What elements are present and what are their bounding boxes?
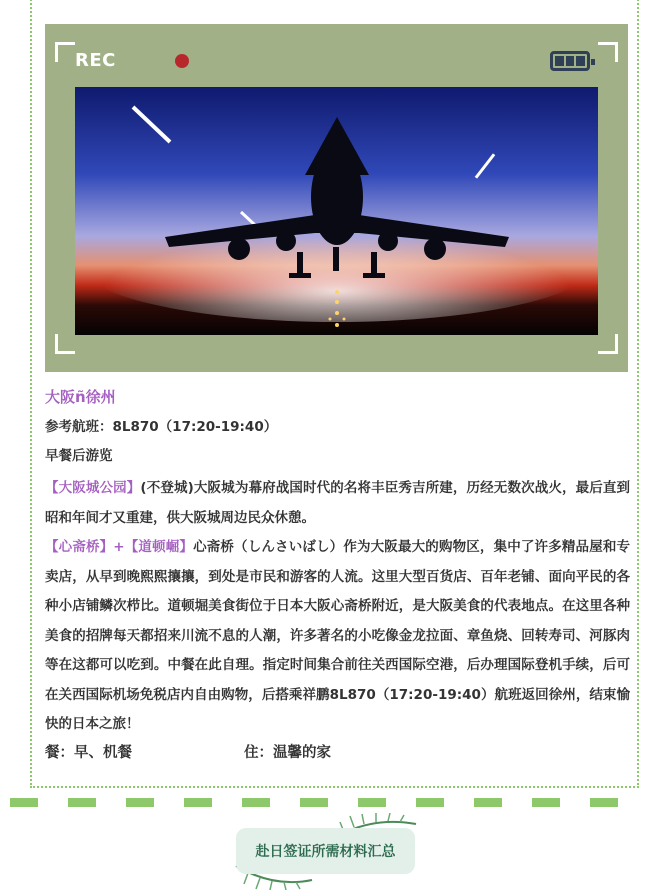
stay-info: 住：温馨的家 — [244, 744, 331, 761]
itinerary-card — [30, 0, 639, 788]
airplane-photo — [75, 87, 598, 335]
frame-corner — [55, 42, 75, 62]
visa-materials-button[interactable] — [236, 828, 415, 874]
battery-icon — [550, 51, 590, 71]
frame-corner — [598, 42, 618, 62]
paragraph-shinsaibashi — [45, 533, 630, 740]
frame-corner — [598, 334, 618, 354]
flight-info: 参考航班：8L870（17:20-19:40） — [45, 419, 278, 435]
airplane-image — [75, 87, 598, 335]
dashed-divider — [10, 798, 640, 808]
breakfast-note: 早餐后游览 — [45, 448, 113, 464]
osaka-castle-tag: 【大阪城公园】 — [45, 480, 141, 496]
frame-corner — [55, 334, 75, 354]
shinsaibashi-text: 心斋桥（しんさいばし）作为大阪最大的购物区，集中了许多精品屋和专卖店，从早到晚熙熙攘攘，到处是市民和游客的人流。这里大型百货店、百年老铺、面向平民的各种小店铺鳞次栉比。道顿堀美食街位于日本大阪心斋桥附近，是大阪美食的代表地点。在这里各种美食的招牌每天都招来川流不息的人潮，许多著名的小吃像金龙拉面、章鱼烧、回转寿司、河豚肉等在这都可以吃到。中餐在此自理。指定时间集合前往关西国际空港，后办理国际登机手续，后可在关西国际机场免税店内自由购物，后搭乘祥鹏8L870（17:20-19:40）航班返回徐州，结束愉快的日本之旅！ — [45, 539, 631, 732]
shinsaibashi-tag: 【心斋桥】+【道顿崛】 — [45, 539, 194, 555]
rec-label: REC — [75, 50, 116, 71]
day-title: 大阪ñ徐州 — [45, 388, 116, 406]
visa-materials-label: 赴日签证所需材料汇总 — [255, 844, 396, 860]
camera-frame — [45, 24, 628, 372]
meals-info: 餐：早、机餐 — [45, 744, 132, 761]
meals-row — [45, 741, 630, 765]
record-dot-icon — [175, 54, 189, 68]
osaka-castle-text: (不登城)大阪城为幕府战国时代的名将丰臣秀吉所建，历经无数次战火，最后直到昭和年间才又重建，供大阪城周边民众休憩。 — [45, 480, 630, 526]
itinerary-text — [45, 386, 630, 765]
paragraph-osaka-castle — [45, 474, 630, 533]
